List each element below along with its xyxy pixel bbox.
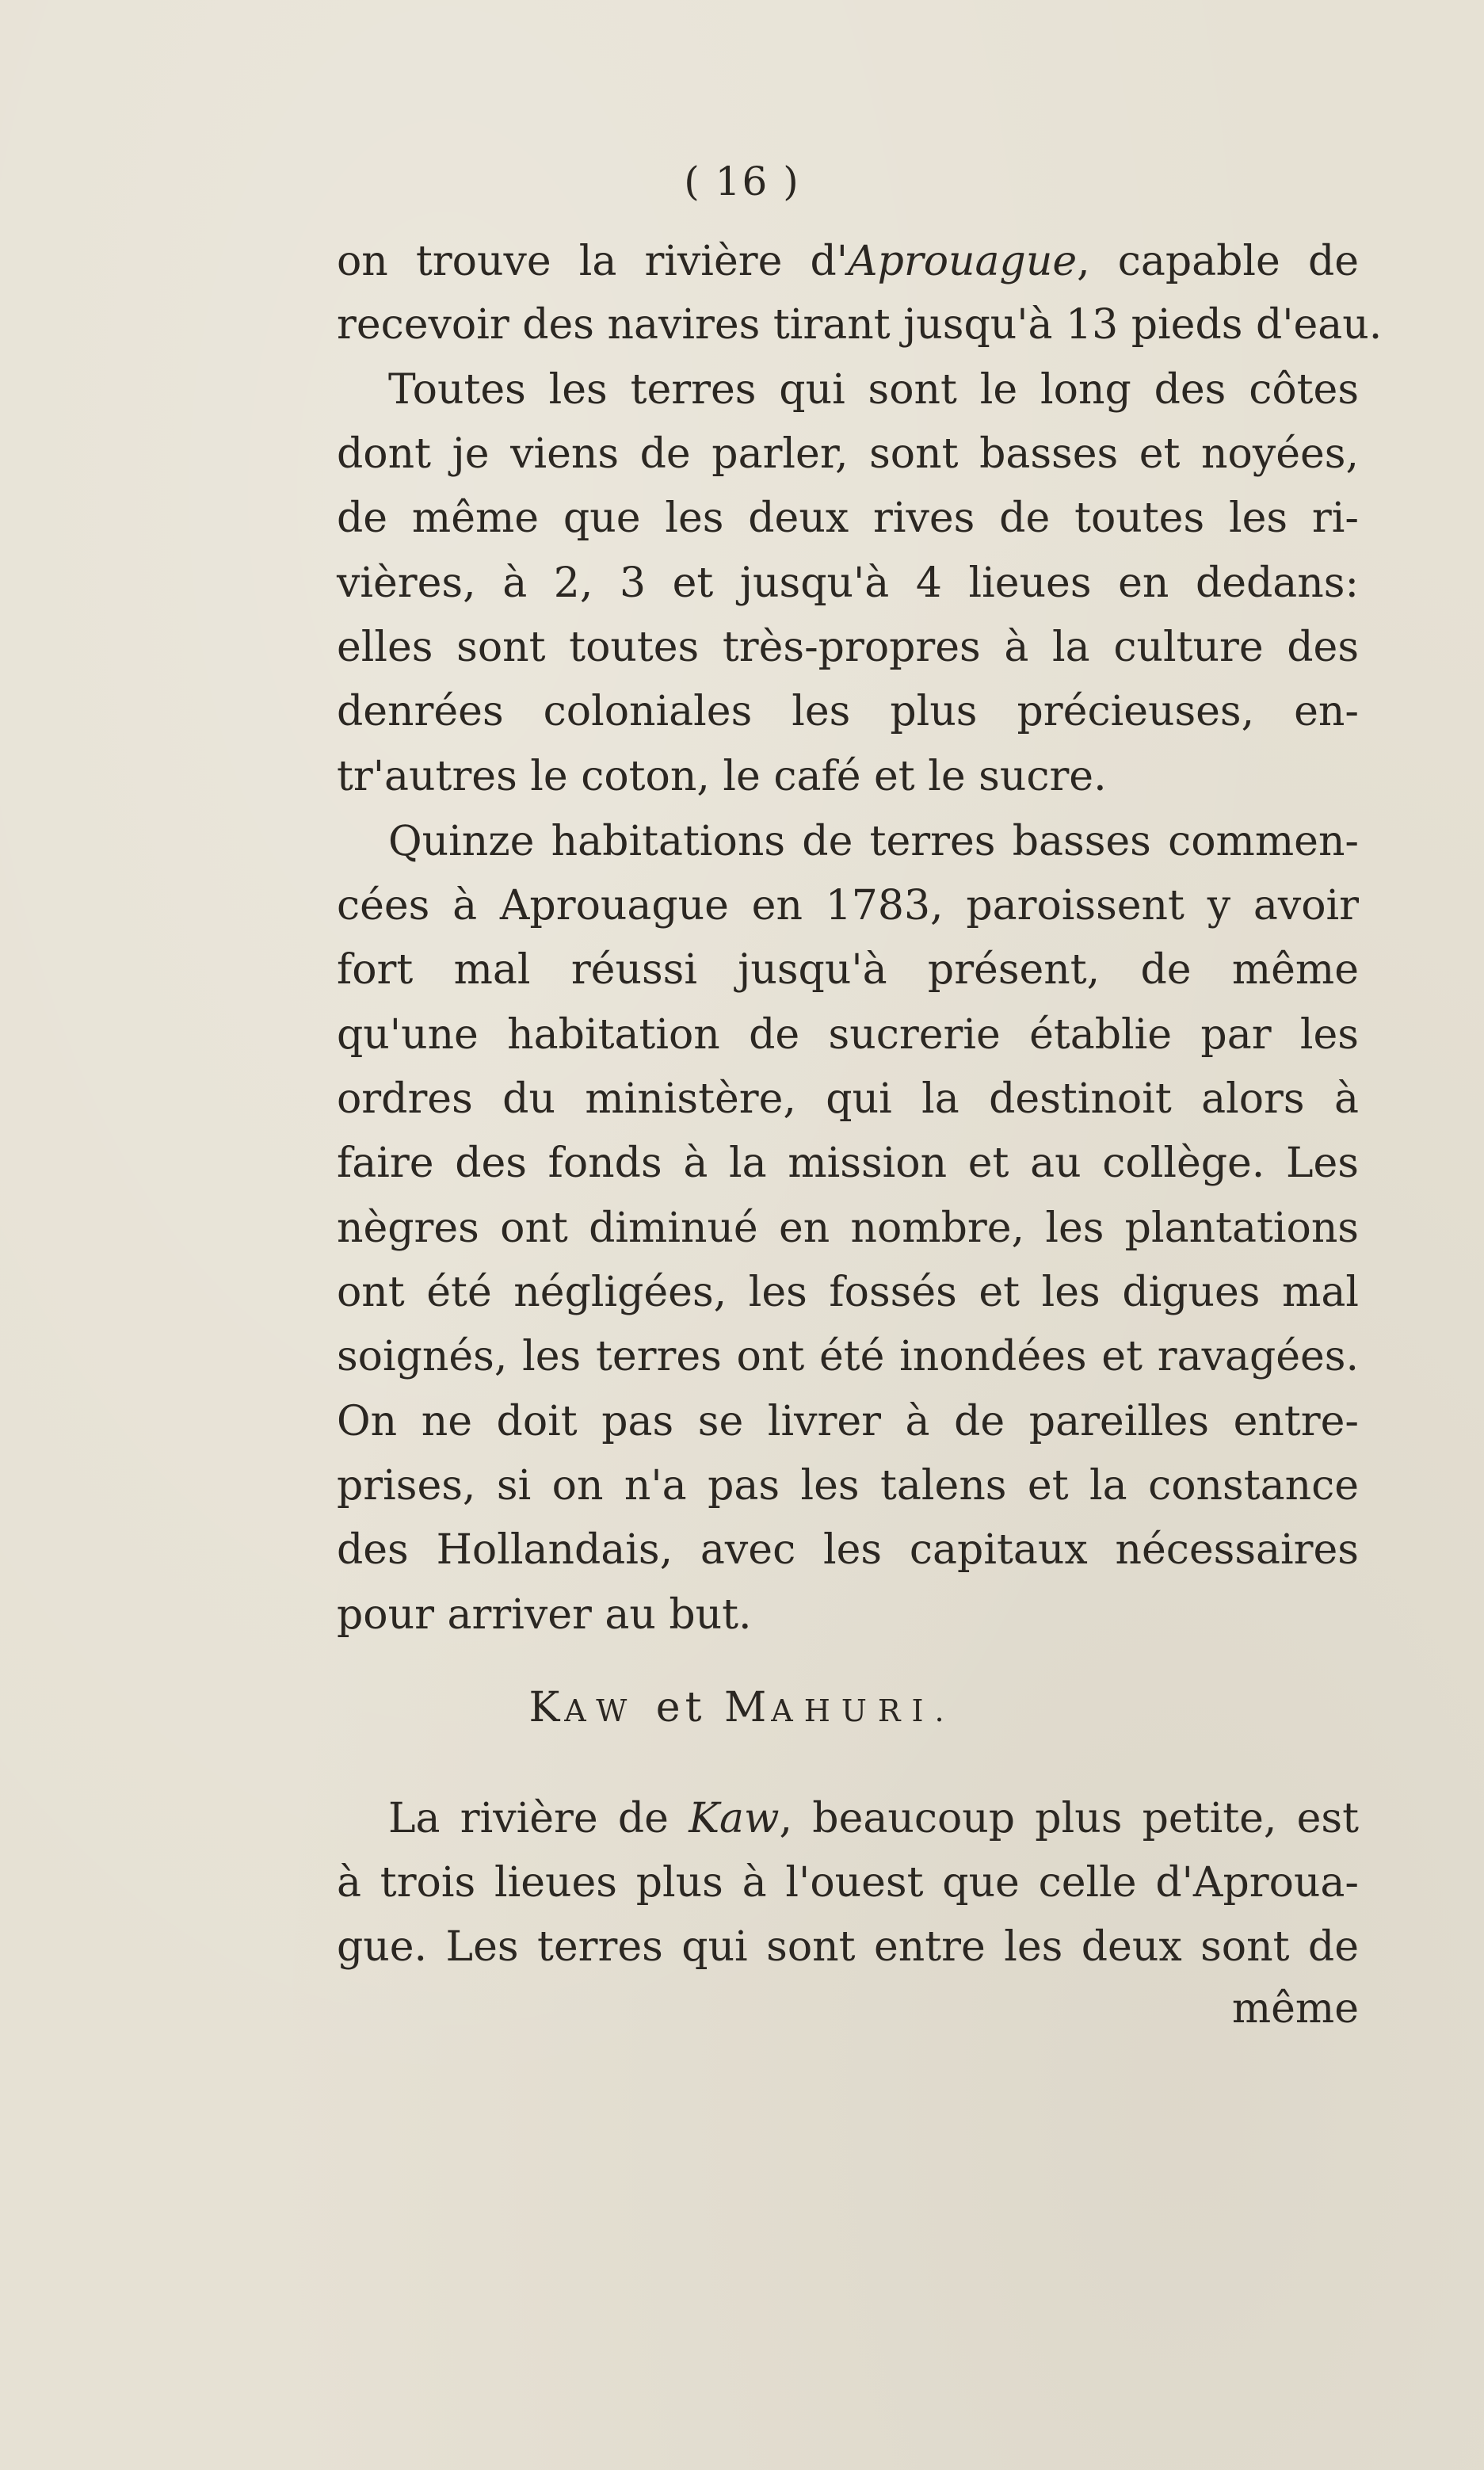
text-line: ordres du ministère, qui la destinoit alors à: [337, 1075, 1359, 1123]
text-line: de même que les deux rives de toutes les ri-: [337, 494, 1359, 542]
text-line: des Hollandais, avec les capitaux nécessaires: [337, 1526, 1359, 1574]
text-line: prises, si on n'a pas les talens et la constance: [337, 1462, 1359, 1510]
text-line: On ne doit pas se livrer à de pareilles entre-: [337, 1398, 1359, 1445]
text-line: pour arriver au but.: [337, 1591, 752, 1639]
text-line: gue. Les terres qui sont entre les deux sont de: [337, 1923, 1359, 1971]
text-line: qu'une habitation de sucrerie établie par les: [337, 1011, 1359, 1059]
text-line: vières, à 2, 3 et jusqu'à 4 lieues en dedans:: [337, 559, 1359, 607]
text-line: Quinze habitations de terres basses commen-: [388, 818, 1359, 865]
text-line: soignés, les terres ont été inondées et ravagées.: [337, 1333, 1359, 1380]
text-line: nègres ont diminué en nombre, les plantations: [337, 1204, 1359, 1252]
text-line: faire des fonds à la mission et au collège. Les: [337, 1140, 1359, 1187]
text-line: cées à Aprouague en 1783, paroissent y avoir: [337, 882, 1359, 930]
text-line: elles sont toutes très-propres à la culture des: [337, 624, 1359, 671]
text-line: Toutes les terres qui sont le long des côtes: [388, 366, 1359, 414]
text-line: ont été négligées, les fossés et les digues mal: [337, 1269, 1359, 1316]
text-line: tr'autres le coton, le café et le sucre.: [337, 753, 1107, 800]
text-line: recevoir des navires tirant jusqu'à 13 pieds d'eau.: [337, 301, 1383, 349]
text-line: denrées coloniales les plus précieuses, en-: [337, 688, 1359, 735]
page-number: ( 16 ): [684, 158, 800, 204]
text-line: dont je viens de parler, sont basses et noyées,: [337, 430, 1359, 478]
text-line: on trouve la rivière d'Aprouague, capable de: [337, 238, 1359, 285]
section-heading: KAW et MAHURI.: [528, 1684, 956, 1731]
text-line: à trois lieues plus à l'ouest que celle d'Aproua-: [337, 1859, 1359, 1907]
text-line: fort mal réussi jusqu'à présent, de même: [337, 946, 1359, 994]
text-line: La rivière de Kaw, beaucoup plus petite, est: [388, 1795, 1359, 1842]
catchword: même: [1231, 1985, 1359, 2033]
